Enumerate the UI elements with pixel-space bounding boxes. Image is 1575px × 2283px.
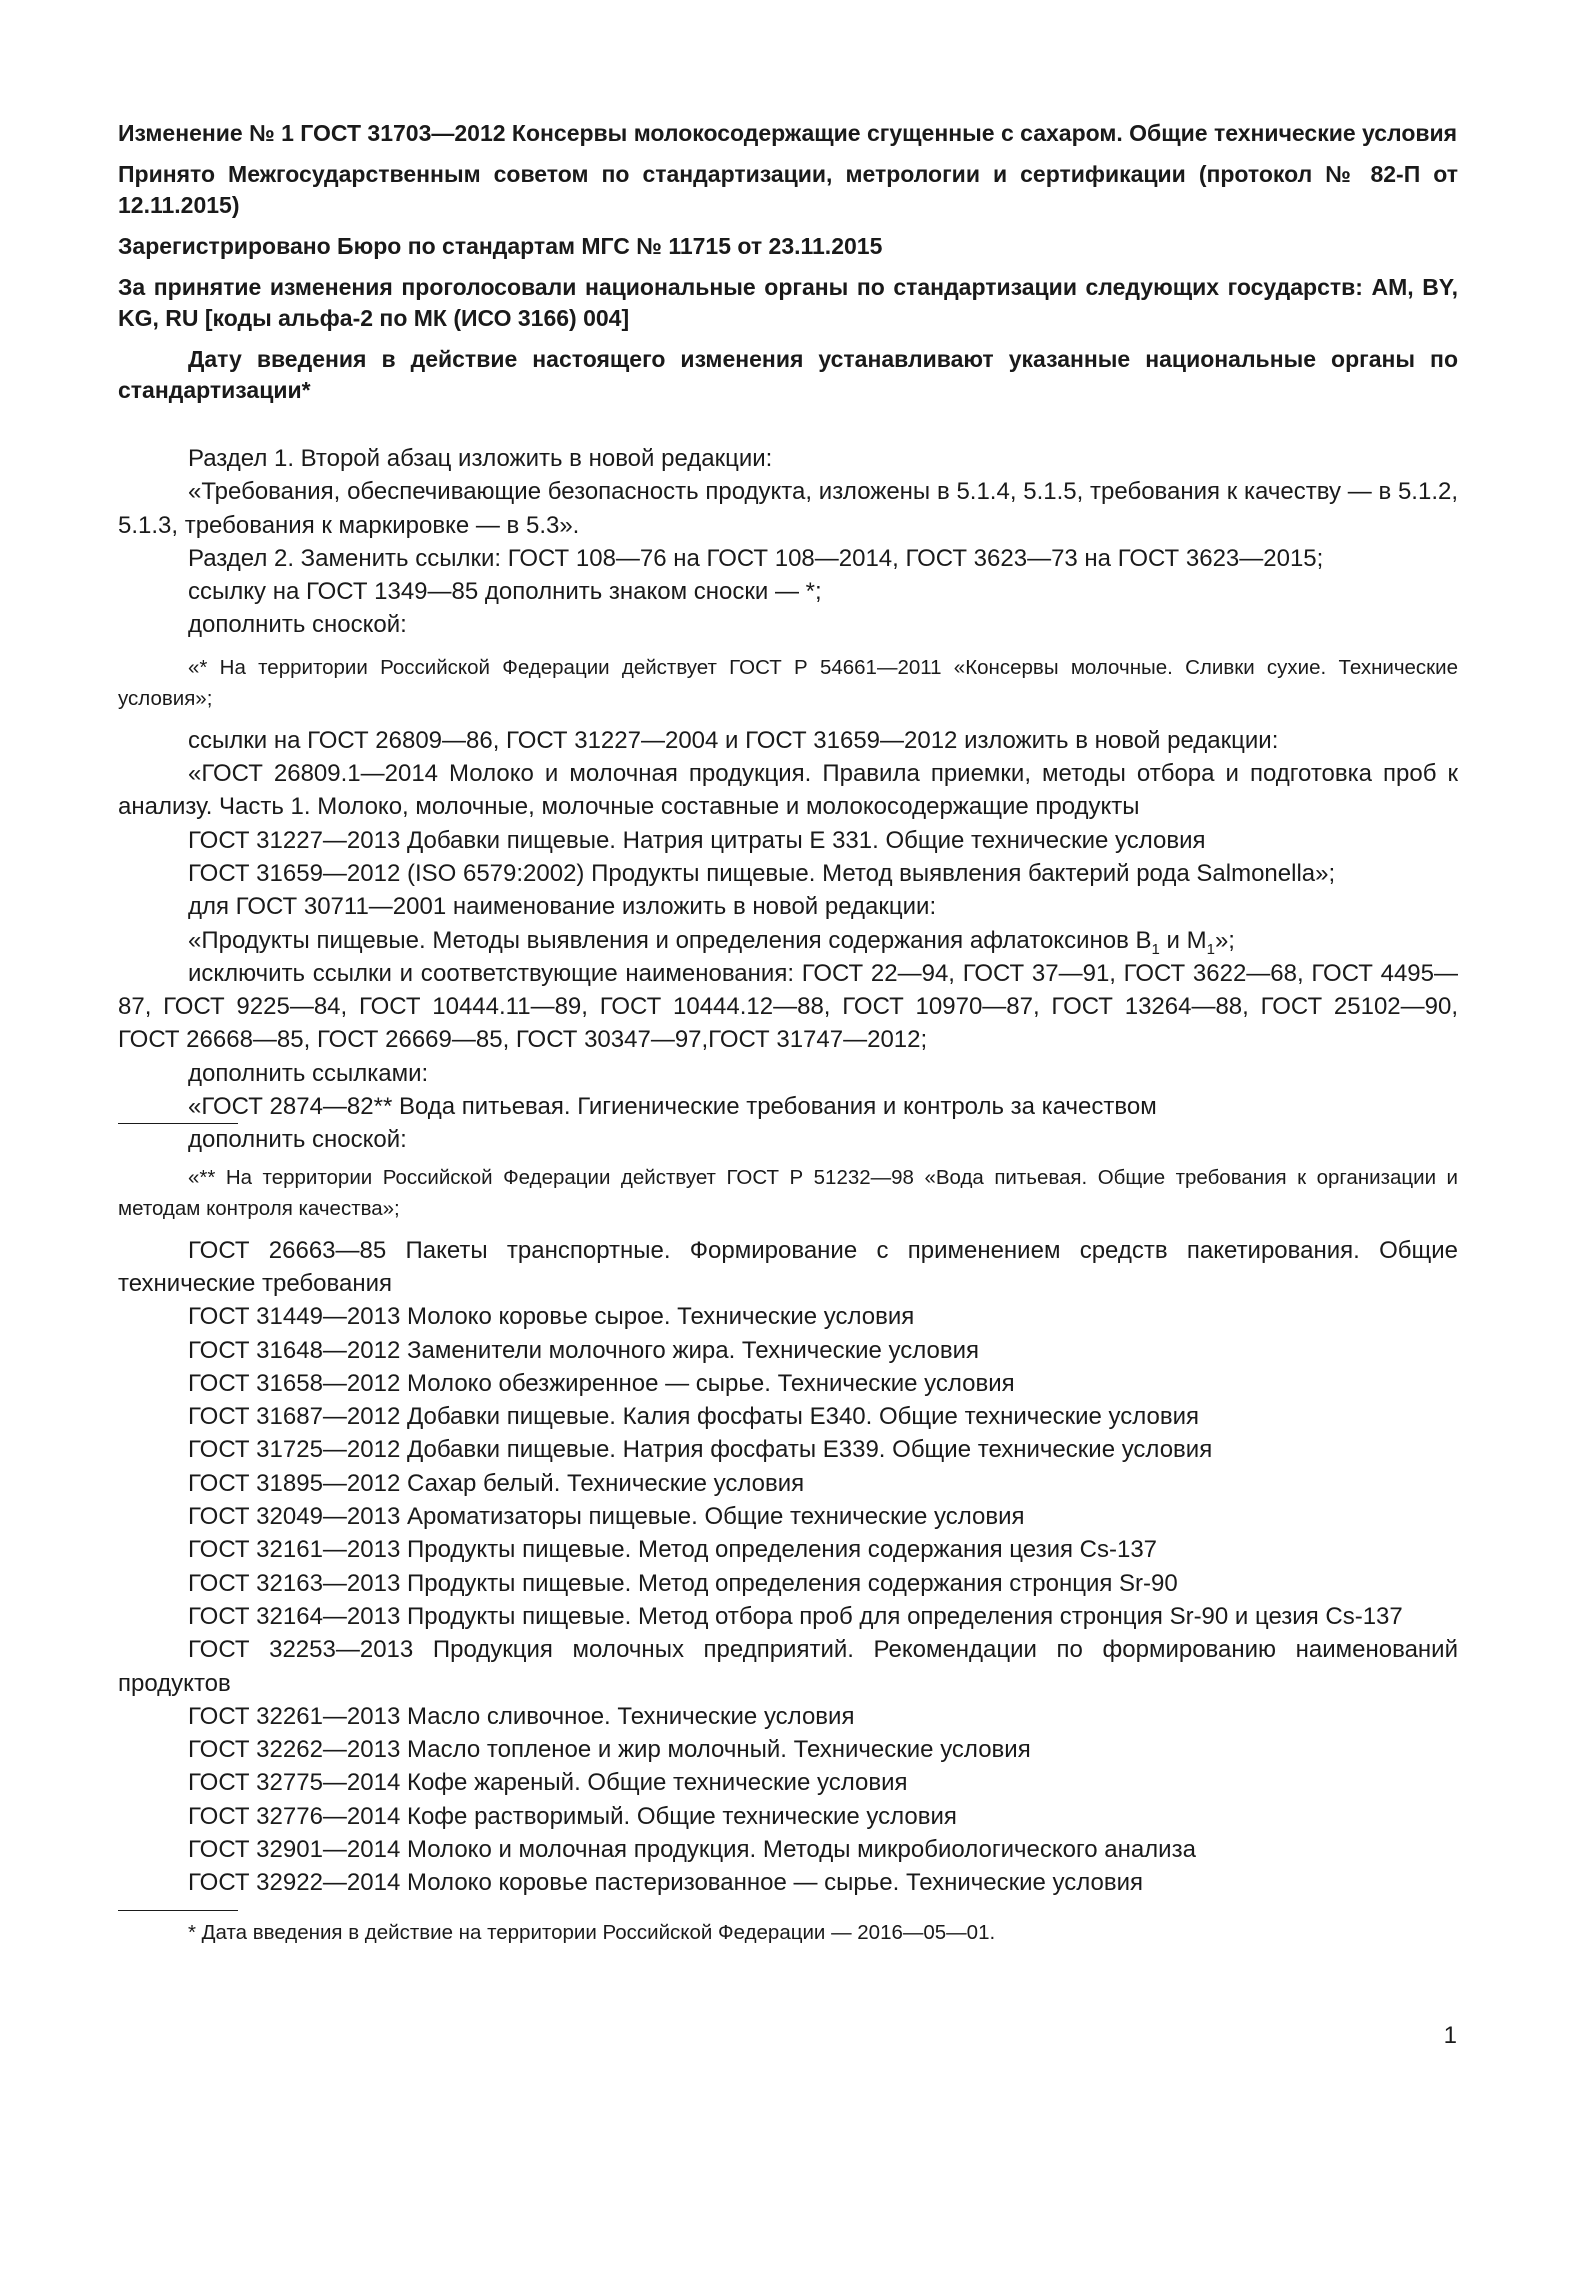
document-page xyxy=(118,118,1458,1948)
standard-item: ГОСТ 32776—2014 Кофе растворимый. Общие технические условия xyxy=(188,1802,957,1830)
standard-item: ГОСТ 32049—2013 Ароматизаторы пищевые. Общие технические условия xyxy=(188,1503,1025,1531)
standard-item: ГОСТ 31687—2012 Добавки пищевые. Калия фосфаты Е340. Общие технические условия xyxy=(188,1403,1200,1431)
gost-31659: ГОСТ 31659—2012 (ISO 6579:2002) Продукты пищевые. Метод выявления бактерий рода Salmonella»; xyxy=(188,859,1336,887)
adopted-by: Принято Межгосударственным советом по стандартизации, метрологии и сертификации (протокол № 82-П от 12.11.2015) xyxy=(118,161,1458,218)
standard-item: ГОСТ 31648—2012 Заменители молочного жира. Технические условия xyxy=(188,1336,980,1364)
refs-new-edition: ссылки на ГОСТ 26809—86, ГОСТ 31227—2004 и ГОСТ 31659—2012 изложить в новой редакции: xyxy=(188,726,1279,754)
standard-item: ГОСТ 31449—2013 Молоко коровье сырое. Технические условия xyxy=(188,1303,915,1331)
gost-26809-1: «ГОСТ 26809.1—2014 Молоко и молочная продукция. Правила приемки, методы отбора и подготовка проб к анализу. Часть 1. Молоко, молочные, молочные составные и молокосодержащие продукты xyxy=(118,760,1458,821)
page-footnote: * Дата введения в действие на территории Российской Федерации — 2016—05—01. xyxy=(188,1920,996,1944)
inserted-footnote-2: «** На территории Российской Федерации действует ГОСТ Р 51232—98 «Вода питьевая. Общие требования к организации и методам контроля качества»; xyxy=(118,1165,1458,1220)
section1-instruction: Раздел 1. Второй абзац изложить в новой редакции: xyxy=(188,445,773,472)
add-footnote-2: дополнить сноской: xyxy=(188,1126,407,1154)
section2-footnote-mark: ссылку на ГОСТ 1349—85 дополнить знаком сноски — *; xyxy=(188,578,822,606)
standard-item: ГОСТ 26663—85 Пакеты транспортные. Формирование с применением средств пакетирования. Общие технические требования xyxy=(118,1236,1458,1297)
gost-30711-instruction: для ГОСТ 30711—2001 наименование изложить в новой редакции: xyxy=(188,893,937,921)
excluded-refs: исключить ссылки и соответствующие наименования: ГОСТ 22—94, ГОСТ 37—91, ГОСТ 3622—68, ГОСТ 4495—87, ГОСТ 9225—84, ГОСТ 10444.11—89, ГОСТ 10444.12—88, ГОСТ 10970—87, ГОСТ 13264—88, ГОСТ 25102—90, ГОСТ 26668—85, ГОСТ 26669—85, ГОСТ 30347—97,ГОСТ 31747—2012; xyxy=(118,959,1458,1054)
standard-item: ГОСТ 31658—2012 Молоко обезжиренное — сырье. Технические условия xyxy=(188,1369,1015,1397)
standard-item: ГОСТ 31725—2012 Добавки пищевые. Натрия фосфаты Е339. Общие технические условия xyxy=(188,1436,1213,1464)
standard-item: ГОСТ 32901—2014 Молоко и молочная продукция. Методы микробиологического анализа xyxy=(188,1835,1196,1863)
standard-item: ГОСТ 31895—2012 Сахар белый. Технические условия xyxy=(188,1469,805,1497)
standard-item: ГОСТ 32163—2013 Продукты пищевые. Метод определения содержания стронция Sr-90 xyxy=(188,1569,1178,1597)
page-number: 1 xyxy=(1443,2022,1457,2049)
standard-item: ГОСТ 32922—2014 Молоко коровье пастеризованное — сырье. Технические условия xyxy=(188,1869,1144,1897)
standard-item: ГОСТ 32262—2013 Масло топленое и жир молочный. Технические условия xyxy=(188,1736,1031,1764)
standard-item: ГОСТ 32161—2013 Продукты пищевые. Метод определения содержания цезия Cs-137 xyxy=(188,1536,1158,1564)
section2-replace: Раздел 2. Заменить ссылки: ГОСТ 108—76 на ГОСТ 108—2014, ГОСТ 3623—73 на ГОСТ 3623—2015; xyxy=(188,544,1324,572)
add-footnote-1: дополнить сноской: xyxy=(188,611,407,639)
effective-date-note: Дату введения в действие настоящего изменения устанавливают указанные национальные органы по стандартизации* xyxy=(118,346,1458,403)
standard-item: ГОСТ 32261—2013 Масло сливочное. Технические условия xyxy=(188,1702,855,1730)
inserted-footnote-1: «* На территории Российской Федерации действует ГОСТ Р 54661—2011 «Консервы молочные. Сливки сухие. Технические условия»; xyxy=(118,655,1458,710)
amendment-title: Изменение № 1 ГОСТ 31703—2012 Консервы молокосодержащие сгущенные с сахаром. Общие технические условия xyxy=(118,120,1458,146)
add-refs: дополнить ссылками: xyxy=(188,1059,429,1087)
gost-31227: ГОСТ 31227—2013 Добавки пищевые. Натрия цитраты Е 331. Общие технические условия xyxy=(188,826,1206,854)
registered: Зарегистрировано Бюро по стандартам МГС № 11715 от 23.11.2015 xyxy=(118,233,883,259)
page-footnote-separator xyxy=(118,1910,238,1911)
standards-list xyxy=(118,1234,1458,1900)
standard-item: ГОСТ 32775—2014 Кофе жареный. Общие технические условия xyxy=(188,1769,908,1797)
standard-item: ГОСТ 32164—2013 Продукты пищевые. Метод отбора проб для определения стронция Sr-90 и цезия Cs-137 xyxy=(188,1602,1403,1630)
standard-item: ГОСТ 32253—2013 Продукция молочных предприятий. Рекомендации по формированию наименований продуктов xyxy=(118,1636,1458,1697)
gost-2874: «ГОСТ 2874—82** Вода питьевая. Гигиенические требования и контроль за качеством xyxy=(188,1093,1157,1121)
section1-text: «Требования, обеспечивающие безопасность продукта, изложены в 5.1.4, 5.1.5, требования к качеству — в 5.1.2, 5.1.3, требования к маркировке — в 5.3». xyxy=(118,478,1458,539)
voted-states: За принятие изменения проголосовали национальные органы по стандартизации следующих государств: AM, BY, KG, RU [коды альфа-2 по МК (ИСО 3166) 004] xyxy=(118,274,1458,331)
gost-30711-title: «Продукты пищевые. Методы выявления и определения содержания афлатоксинов $В_1$ и $М_1$»; xyxy=(188,926,1235,958)
